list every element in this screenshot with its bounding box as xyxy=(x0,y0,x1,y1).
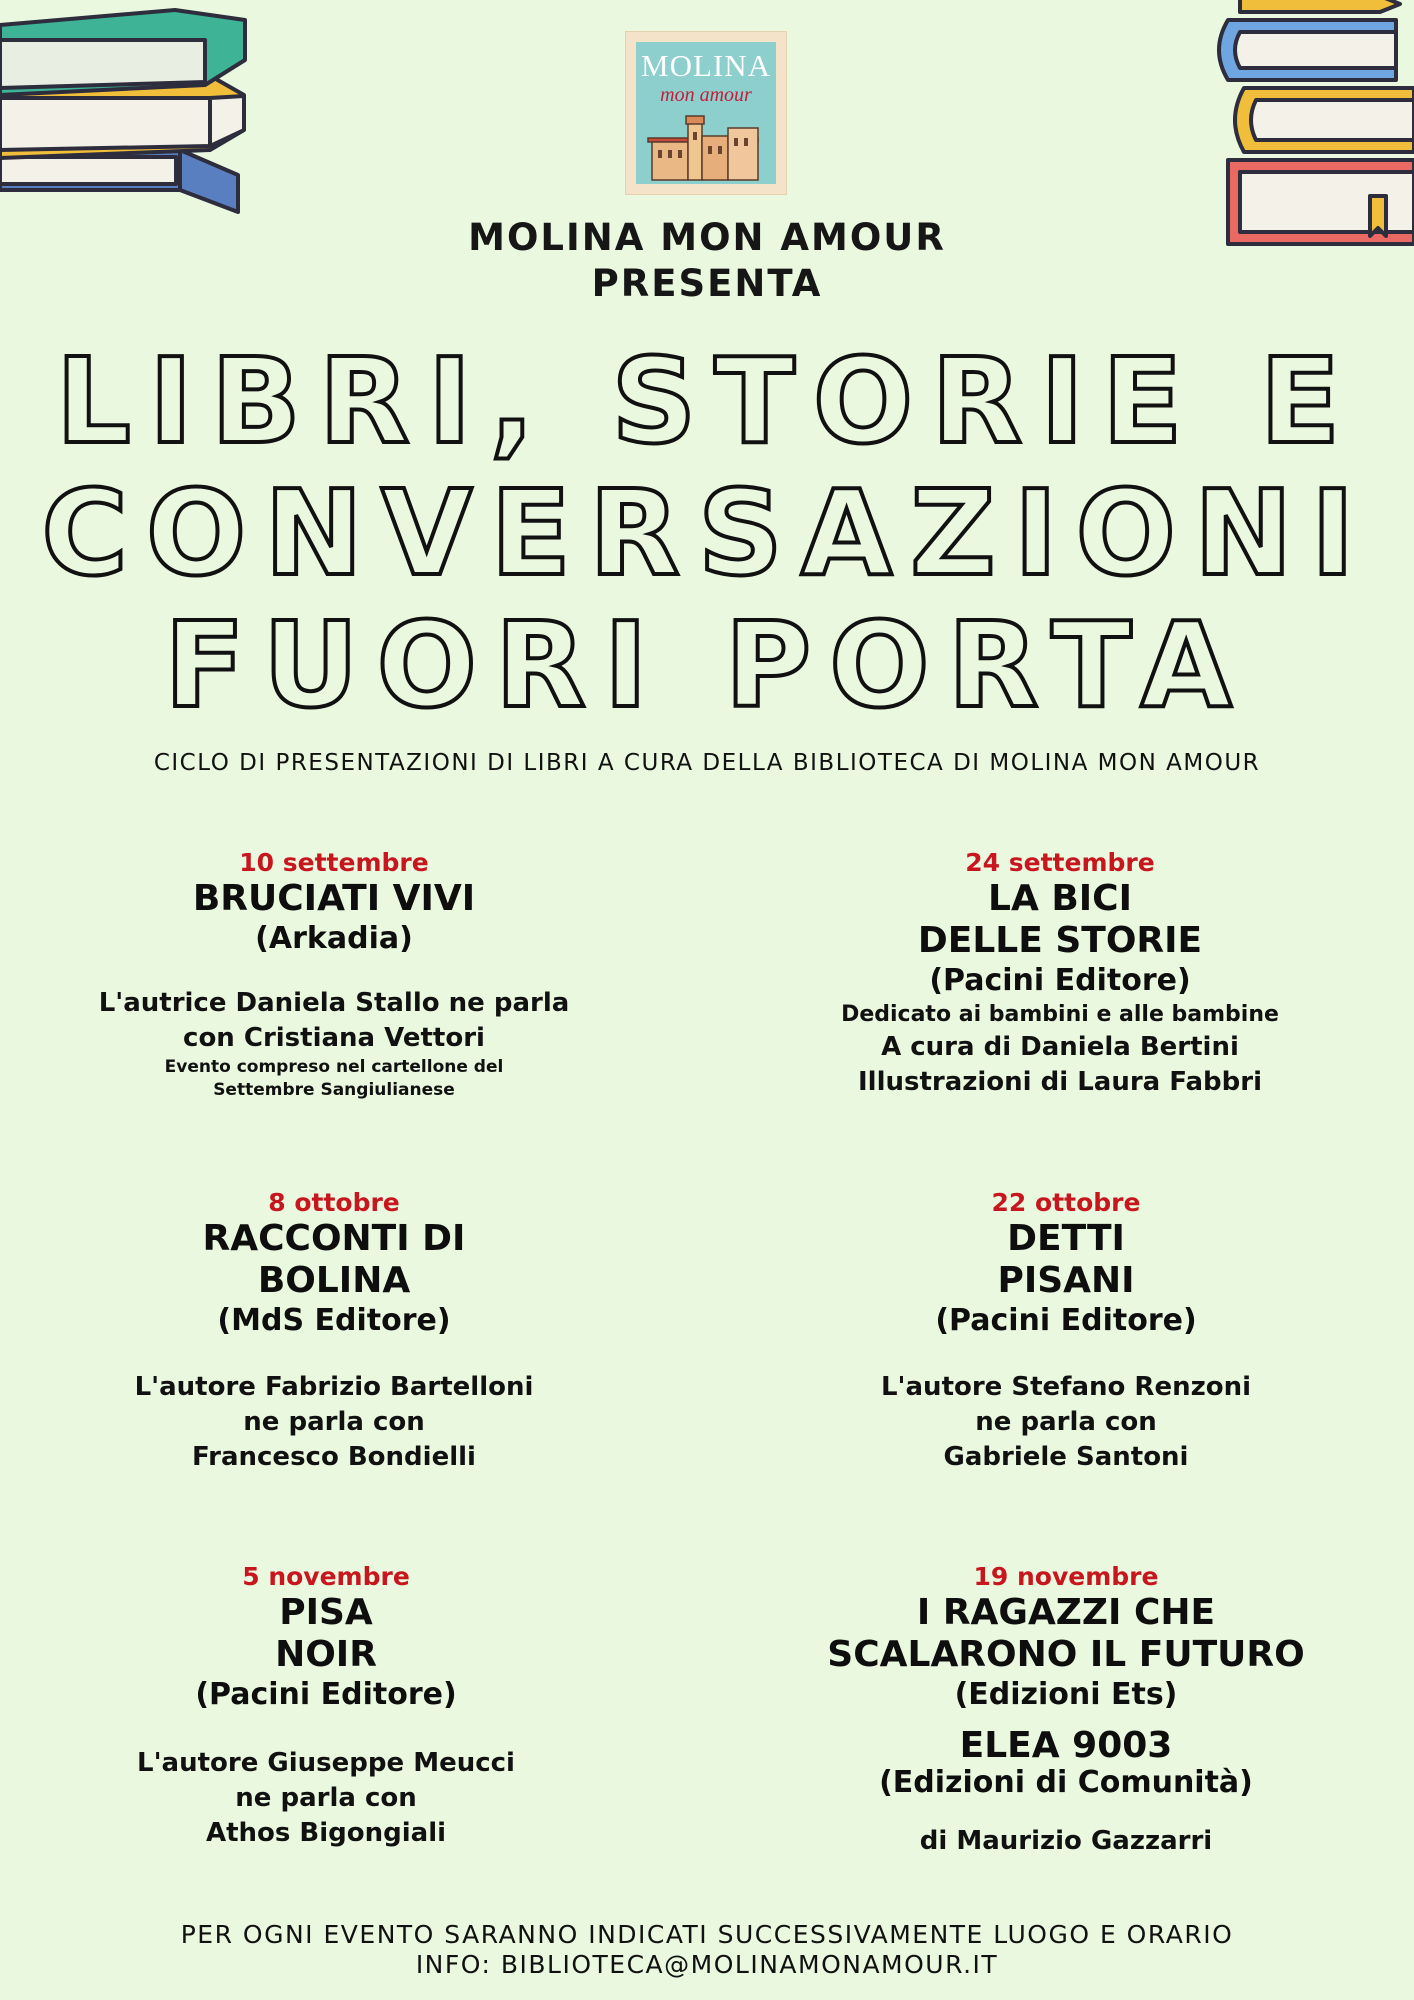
event-card xyxy=(26,1562,626,1851)
event-publisher: (Arkadia) xyxy=(255,921,413,956)
event-note: Dedicato ai bambini e alle bambine xyxy=(841,1002,1279,1027)
event-date: 24 settembre xyxy=(965,848,1155,877)
event-title: PISA xyxy=(279,1592,373,1633)
footer-notice: PER OGNI EVENTO SARANNO INDICATI SUCCESSIVAMENTE LUOGO E ORARIO xyxy=(180,1920,1234,1949)
organizer-line: MOLINA MON AMOUR xyxy=(468,216,946,259)
event-description: L'autore Stefano Renzoni xyxy=(880,1372,1252,1402)
event-publisher: (Pacini Editore) xyxy=(935,1303,1197,1338)
event-title: LA BICI xyxy=(988,878,1132,919)
event-publisher: (Pacini Editore) xyxy=(195,1677,457,1712)
event-card xyxy=(34,1188,634,1475)
event-description: L'autore Fabrizio Bartelloni xyxy=(134,1372,534,1402)
logo-subtitle: mon amour xyxy=(660,84,752,106)
event-date: 22 ottobre xyxy=(991,1188,1141,1217)
event-note: Evento compreso nel cartellone del xyxy=(164,1057,504,1077)
presents-line: PRESENTA xyxy=(591,262,823,305)
event-title: ELEA 9003 xyxy=(959,1725,1173,1766)
main-title-line-2: CONVERSAZIONI xyxy=(41,464,1373,602)
event-publisher: (Edizioni Ets) xyxy=(954,1677,1178,1712)
books-stack-left-icon xyxy=(0,0,260,240)
event-description: Athos Bigongiali xyxy=(205,1818,447,1848)
event-description: ne parla con xyxy=(243,1407,425,1437)
event-publisher: (Pacini Editore) xyxy=(929,963,1191,998)
event-card xyxy=(766,1188,1366,1475)
event-card xyxy=(760,848,1360,1100)
event-title: DELLE STORIE xyxy=(917,920,1203,961)
event-title: PISANI xyxy=(997,1260,1135,1301)
logo-title: MOLINA xyxy=(641,48,771,83)
event-date: 19 novembre xyxy=(973,1562,1159,1591)
event-title: BRUCIATI VIVI xyxy=(192,878,476,919)
event-title: SCALARONO IL FUTURO xyxy=(827,1634,1305,1675)
main-title-line-3: FUORI PORTA xyxy=(164,596,1250,734)
event-title: BOLINA xyxy=(257,1260,411,1301)
event-description: con Cristiana Vettori xyxy=(183,1023,485,1053)
event-card xyxy=(766,1562,1366,1859)
event-author: di Maurizio Gazzarri xyxy=(919,1826,1213,1856)
event-description: L'autore Giuseppe Meucci xyxy=(137,1748,515,1778)
event-card xyxy=(34,848,634,1102)
event-publisher: (Edizioni di Comunità) xyxy=(879,1765,1253,1800)
books-stack-right-icon xyxy=(1200,0,1414,250)
event-description: A cura di Daniela Bertini xyxy=(881,1032,1239,1062)
pencil-icon xyxy=(1240,0,1400,12)
event-date: 10 settembre xyxy=(239,848,429,877)
event-description: L'autrice Daniela Stallo ne parla xyxy=(98,988,570,1018)
event-description: ne parla con xyxy=(235,1783,417,1813)
event-title: NOIR xyxy=(275,1634,377,1675)
town-buildings-icon xyxy=(646,104,766,182)
event-description: Illustrazioni di Laura Fabbri xyxy=(857,1067,1262,1097)
event-description: ne parla con xyxy=(975,1407,1157,1437)
event-description: Francesco Bondielli xyxy=(192,1442,476,1472)
event-series-subtitle: CICLO DI PRESENTAZIONI DI LIBRI A CURA DELLA BIBLIOTECA DI MOLINA MON AMOUR xyxy=(153,750,1261,776)
footer-contact: INFO: BIBLIOTECA@MOLINAMONAMOUR.IT xyxy=(415,1950,999,1979)
event-date: 8 ottobre xyxy=(268,1188,400,1217)
main-title-line-1: LIBRI, STORIE E xyxy=(55,332,1359,470)
event-publisher: (MdS Editore) xyxy=(217,1303,451,1338)
event-note: Settembre Sangiulianese xyxy=(213,1080,455,1100)
event-title: I RAGAZZI CHE xyxy=(916,1592,1216,1633)
event-title: RACCONTI DI xyxy=(202,1218,466,1259)
molina-mon-amour-logo xyxy=(626,32,786,194)
event-title: DETTI xyxy=(1007,1218,1125,1259)
event-date: 5 novembre xyxy=(242,1562,410,1591)
event-description: Gabriele Santoni xyxy=(943,1442,1189,1472)
